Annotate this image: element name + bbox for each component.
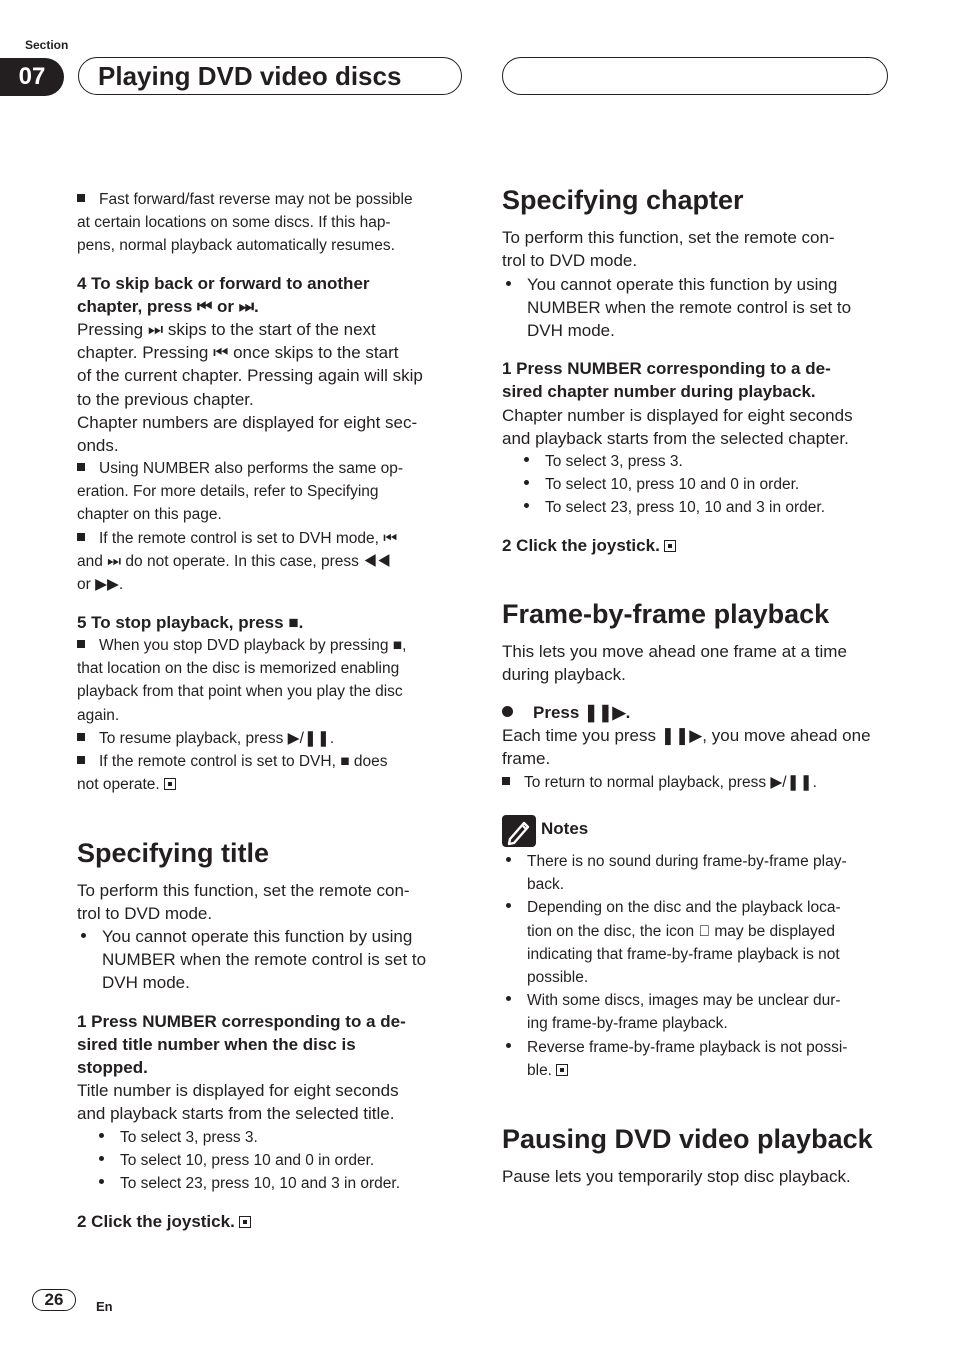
end-mark-icon (239, 1216, 251, 1228)
page-number: 26 (32, 1289, 76, 1311)
bullet-dot-icon (506, 903, 511, 908)
square-bullet-icon (77, 756, 85, 764)
step4-body: Pressing ⏭ skips to the start of the next chapter. Pressing ⏮ once skips to the start of the current chapter. Pressing again will skip to the previous chapter. Chapter numbers are displayed for eight sec- onds. (77, 320, 423, 456)
end-mark-icon (164, 778, 176, 790)
chapter-bullet: You cannot operate this function by using NUMBER when the remote control is set to DVH mode. (502, 273, 851, 343)
square-bullet-icon (502, 777, 510, 785)
bullet-dot-icon (506, 1043, 511, 1048)
number-note: Using NUMBER also performs the same op- eration. For more details, refer to Specifying chapter on this page. (77, 460, 404, 524)
bullet-dot-icon (506, 857, 511, 862)
pausing-heading: Pausing DVD video playback (502, 1124, 873, 1154)
end-mark-icon (556, 1064, 568, 1076)
frame-by-frame-heading: Frame-by-frame playback (502, 599, 830, 629)
chapter-examples: To select 3, press 3. To select 10, press 10 and 0 in order. To select 23, press 10, 10 and 3 in order. (524, 450, 825, 520)
square-bullet-icon (77, 463, 85, 471)
bullet-dot-icon (81, 933, 86, 938)
end-mark-icon (664, 540, 676, 552)
bullet-dot-icon (99, 1179, 104, 1184)
section-number-badge: 07 (0, 58, 64, 96)
bullet-dot-icon (506, 281, 511, 286)
specifying-title-heading: Specifying title (77, 838, 270, 868)
title-step1-body: Title number is displayed for eight seconds and playback starts from the selected title. (77, 1081, 399, 1124)
square-bullet-icon (77, 194, 85, 202)
bullet-dot-icon (99, 1156, 104, 1161)
step5-heading: 5 To stop playback, press ■. (77, 613, 304, 632)
stop-note: When you stop DVD playback by pressing ■, that location on the disc is memorized enabling playback from that point when you play the disc again. (77, 637, 407, 724)
notes-label: Notes (541, 819, 589, 838)
dvh-note: If the remote control is set to DVH mode, ⏮ and ⏭ do not operate. In this case, press ◀◀ or ▶▶. (77, 530, 398, 594)
square-bullet-icon (77, 533, 85, 541)
chapter-intro: To perform this function, set the remote con- trol to DVD mode. (502, 228, 835, 271)
title-step2: 2 Click the joystick. (77, 1210, 251, 1233)
title-step1-heading: 1 Press NUMBER corresponding to a de- sired title number when the disc is stopped. (77, 1012, 406, 1078)
frame-intro: This lets you move ahead one frame at a time during playback. (502, 642, 847, 685)
chapter-step2: 2 Click the joystick. (502, 534, 676, 557)
title-examples: To select 3, press 3. To select 10, press 10 and 0 in order. To select 23, press 10, 10 and 3 in order. (99, 1126, 400, 1196)
resume-note: To resume playback, press ▶/❚❚. (77, 727, 334, 750)
chapter-step1-body: Chapter number is displayed for eight seconds and playback starts from the selected chapter. (502, 406, 853, 449)
step-bullet-icon (502, 706, 513, 717)
header-blank-frame (502, 57, 888, 95)
pause-body: Pause lets you temporarily stop disc playback. (502, 1167, 851, 1186)
notes-pencil-icon (502, 815, 536, 847)
bullet-dot-icon (524, 503, 529, 508)
ff-note: Fast forward/fast reverse may not be possible at certain locations on some discs. If this hap- pens, normal playback automatically resumes. (77, 191, 413, 255)
frame-press-step: Press ❚❚▶. (502, 701, 630, 724)
title-intro: To perform this function, set the remote con- trol to DVD mode. (77, 881, 410, 924)
frame-body: Each time you press ❚❚▶, you move ahead one frame. (502, 726, 871, 769)
frame-return-note: To return to normal playback, press ▶/❚❚. (502, 771, 817, 794)
section-label: Section (25, 38, 69, 52)
dvh-stop-note: If the remote control is set to DVH, ■ does not operate. (77, 753, 388, 794)
notes-list: There is no sound during frame-by-frame play- back. Depending on the disc and the playback loca- tion on the disc, the icon ⃠ may be displayed indicating that frame-by-frame playback is not possible. With some discs, images may be unclear dur- ing frame-by-frame playback. Reverse frame-by-frame playback is not possi- ble. (502, 850, 847, 1082)
bullet-dot-icon (524, 457, 529, 462)
page-title: Playing DVD video discs (98, 61, 402, 91)
bullet-dot-icon (524, 480, 529, 485)
square-bullet-icon (77, 640, 85, 648)
square-bullet-icon (77, 733, 85, 741)
bullet-dot-icon (99, 1133, 104, 1138)
bullet-dot-icon (506, 996, 511, 1001)
language-label: En (96, 1299, 113, 1314)
specifying-chapter-heading: Specifying chapter (502, 185, 744, 215)
chapter-step1-heading: 1 Press NUMBER corresponding to a de- sired chapter number during playback. (502, 359, 831, 402)
title-bullet: You cannot operate this function by using NUMBER when the remote control is set to DVH mode. (77, 925, 426, 995)
step4-heading: 4 To skip back or forward to another chapter, press ⏮ or ⏭. (77, 274, 370, 317)
